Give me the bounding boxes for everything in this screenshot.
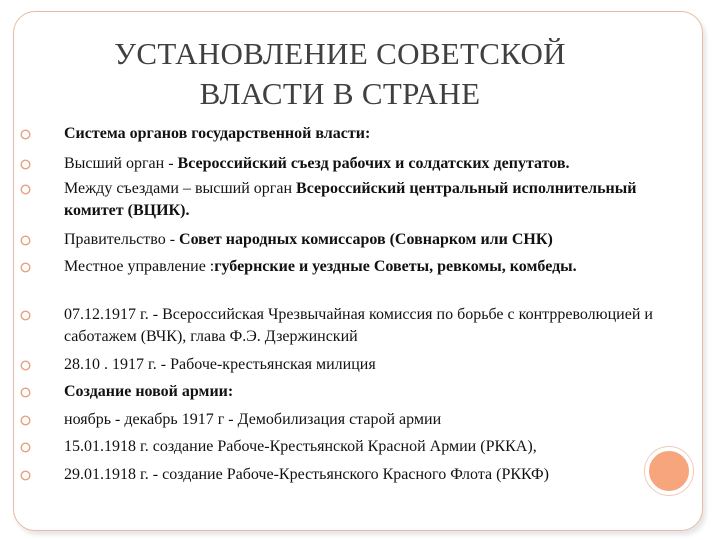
bullet-icon	[20, 262, 31, 273]
accent-circle	[645, 447, 693, 495]
list-item	[64, 354, 656, 376]
item-text: губернские и уездные Советы, ревкомы, комбеды.	[214, 258, 577, 275]
bullet-icon	[20, 360, 31, 371]
list-item	[64, 178, 656, 222]
item-text: Создание новой армии:	[64, 383, 234, 400]
item-text: Всероссийский съезд рабочих и солдатских депутатов.	[177, 155, 570, 172]
item-label: Местное управление :	[64, 258, 215, 275]
item-label: Правительство -	[64, 231, 180, 248]
bullet-icon	[20, 442, 31, 453]
item-text: Система органов государственной власти:	[64, 125, 371, 142]
list-item	[64, 256, 656, 278]
list-item	[64, 436, 656, 458]
list-item	[64, 381, 656, 403]
bullet-icon	[20, 184, 31, 195]
bullet-icon	[20, 470, 31, 481]
item-text: ноябрь - декабрь 1917 г - Демобилизация старой армии	[64, 411, 442, 428]
item-text: Всероссийский центральный исполнительный комитет (ВЦИК).	[64, 180, 637, 219]
list-item	[64, 304, 656, 348]
item-label: Между съездами – высший орган	[64, 180, 297, 197]
item-text: 29.01.1918 г. - создание Рабоче-Крестьянского Красного Флота (РККФ)	[64, 466, 549, 483]
item-text: Совет народных комиссаров (Совнарком или СНК)	[179, 231, 553, 248]
bullet-icon	[20, 415, 31, 426]
item-text: 28.10 . 1917 г. - Рабоче-крестьянская милиция	[64, 356, 376, 373]
list-item	[64, 229, 656, 251]
item-label: Высший орган -	[64, 155, 178, 172]
bullet-icon	[20, 387, 31, 398]
list-item	[64, 153, 656, 175]
list-item	[64, 464, 656, 486]
bullet-icon	[20, 235, 31, 246]
bullet-icon	[20, 310, 31, 321]
bullet-icon	[20, 159, 31, 170]
bullet-icon	[20, 129, 31, 140]
list-item	[64, 409, 656, 431]
item-text: 15.01.1918 г. создание Рабоче-Крестьянской Красной Армии (РККА),	[64, 438, 537, 455]
item-text: 07.12.1917 г. - Всероссийская Чрезвычайная комиссия по борьбе с контрреволюцией и саботажем (ВЧК), глава Ф.Э. Дзержинский	[64, 306, 653, 345]
title-line-2: ВЛАСТИ В СТРАНЕ	[199, 76, 481, 111]
list-item	[64, 123, 656, 145]
title-line-1: УСТАНОВЛЕНИЕ СОВЕТСКОЙ	[114, 36, 566, 71]
